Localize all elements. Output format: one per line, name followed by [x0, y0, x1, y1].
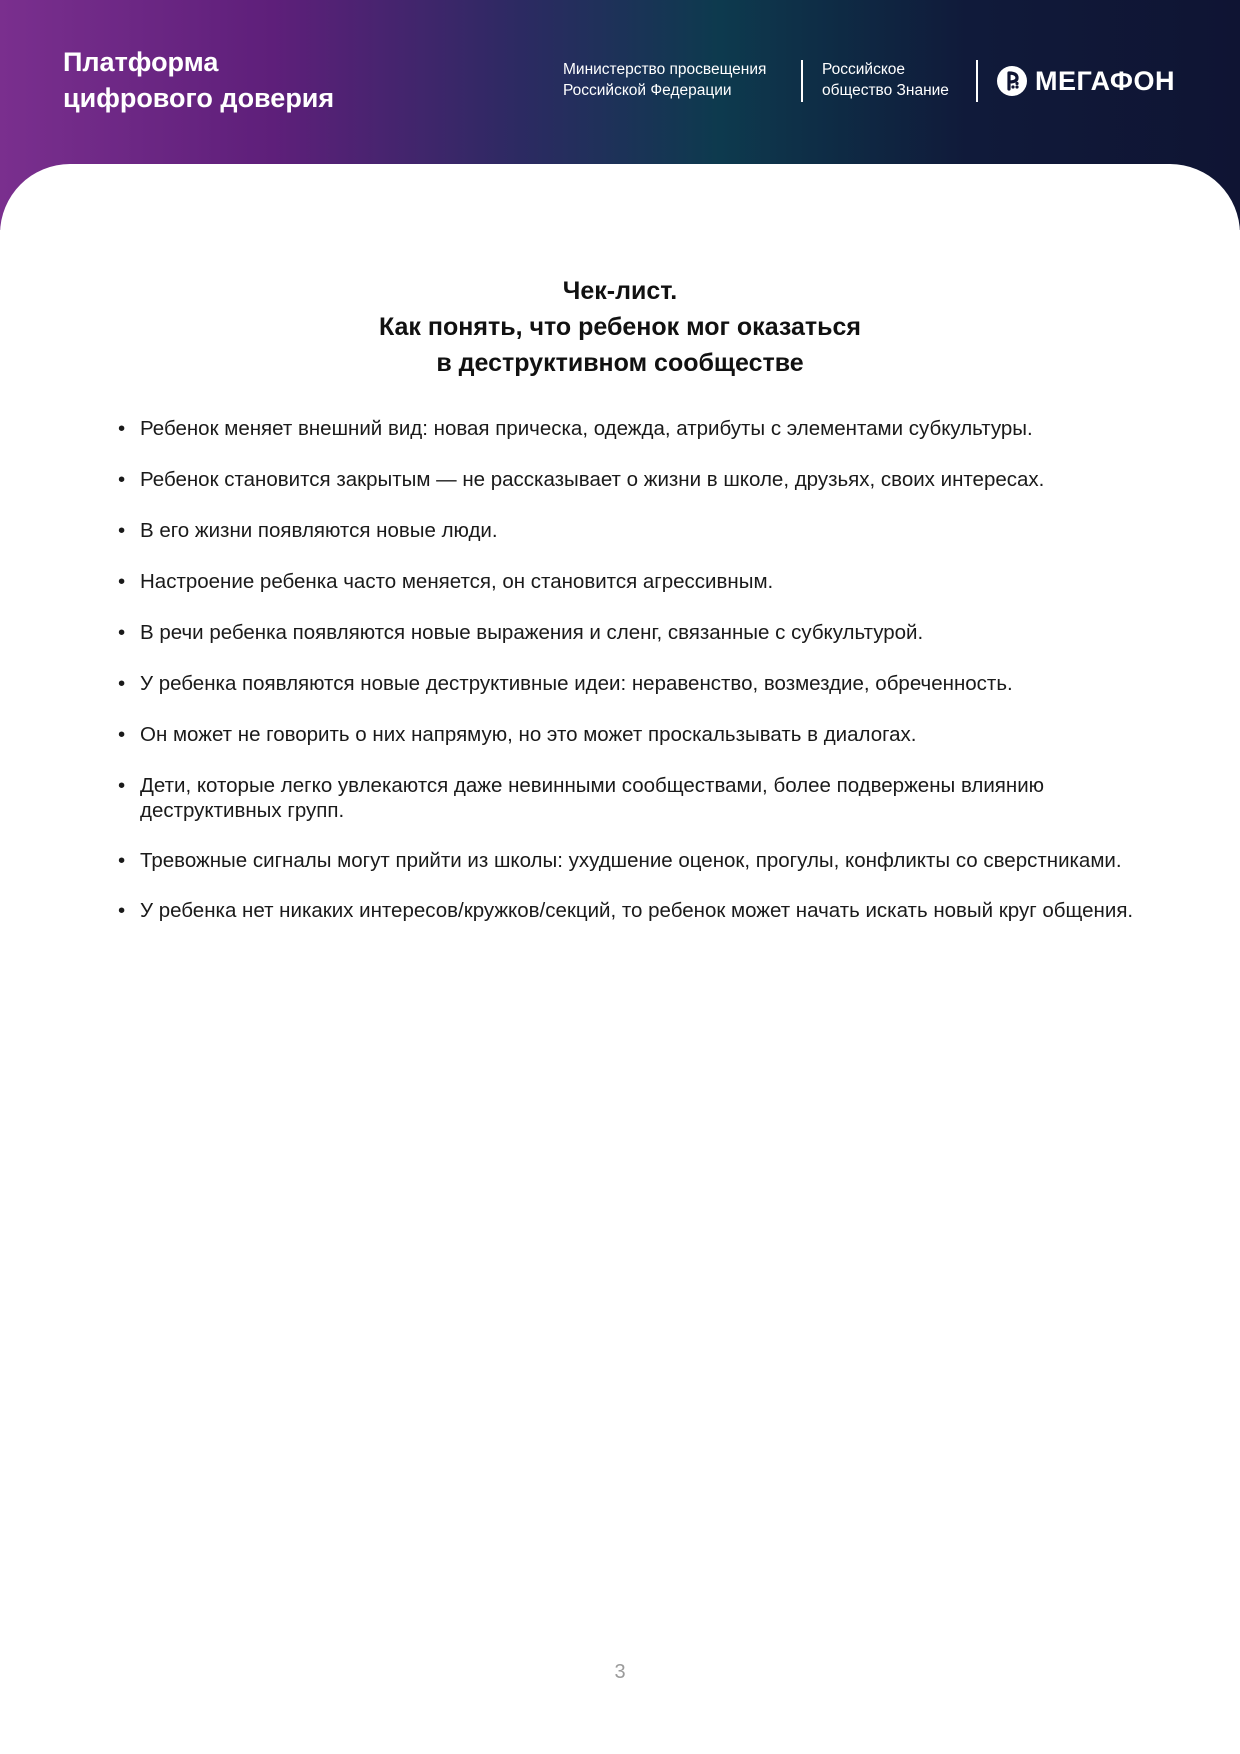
megafon-logo-text: МЕГАФОН	[1035, 65, 1175, 96]
checklist	[118, 416, 1158, 923]
title-line-3: в деструктивном сообществе	[436, 349, 804, 377]
header-divider-1	[801, 60, 803, 102]
society-line-2: общество Знание	[822, 82, 949, 99]
checklist-item: • Тревожные сигналы могут прийти из школы: ухудшение оценок, прогулы, конфликты со сверстниками.	[118, 848, 1158, 873]
title-line-1: Чек-лист.	[562, 277, 678, 305]
ministry-label	[563, 59, 766, 101]
megafon-logo-icon	[996, 65, 1028, 97]
checklist-item: • Настроение ребенка часто меняется, он становится агрессивным.	[118, 569, 1158, 594]
title-line-2: Как понять, что ребенок мог оказаться	[378, 313, 862, 341]
brand-line-2: цифрового доверия	[63, 83, 335, 113]
checklist-item: • У ребенка появляются новые деструктивные идеи: неравенство, возмездие, обреченность.	[118, 671, 1158, 696]
megafon-logo	[996, 64, 1175, 98]
ministry-line-2: Российской Федерации	[563, 82, 732, 99]
brand-title	[63, 44, 334, 116]
brand-line-1: Платформа	[63, 47, 219, 77]
page-title	[0, 273, 1240, 381]
society-line-1: Российское	[822, 61, 906, 78]
society-label	[822, 59, 949, 101]
checklist-item: • Дети, которые легко увлекаются даже невинными сообществами, более подвержены влиянию деструктивных групп.	[118, 773, 1158, 823]
checklist-item: • Ребенок меняет внешний вид: новая прическа, одежда, атрибуты с элементами субкультуры.	[118, 416, 1158, 441]
checklist-item: • В его жизни появляются новые люди.	[118, 518, 1158, 543]
header-divider-2	[976, 60, 978, 102]
checklist-item: • Ребенок становится закрытым — не рассказывает о жизни в школе, друзьях, своих интересах.	[118, 467, 1158, 492]
page-number: 3	[614, 1661, 626, 1683]
checklist-item: • В речи ребенка появляются новые выражения и сленг, связанные с субкультурой.	[118, 620, 1158, 645]
checklist-item: • Он может не говорить о них напрямую, но это может проскальзывать в диалогах.	[118, 722, 1158, 747]
checklist-item: • У ребенка нет никаких интересов/кружков/секций, то ребенок может начать искать новый круг общения.	[118, 898, 1158, 923]
ministry-line-1: Министерство просвещения	[563, 61, 767, 78]
page-sheet	[0, 164, 1240, 1754]
